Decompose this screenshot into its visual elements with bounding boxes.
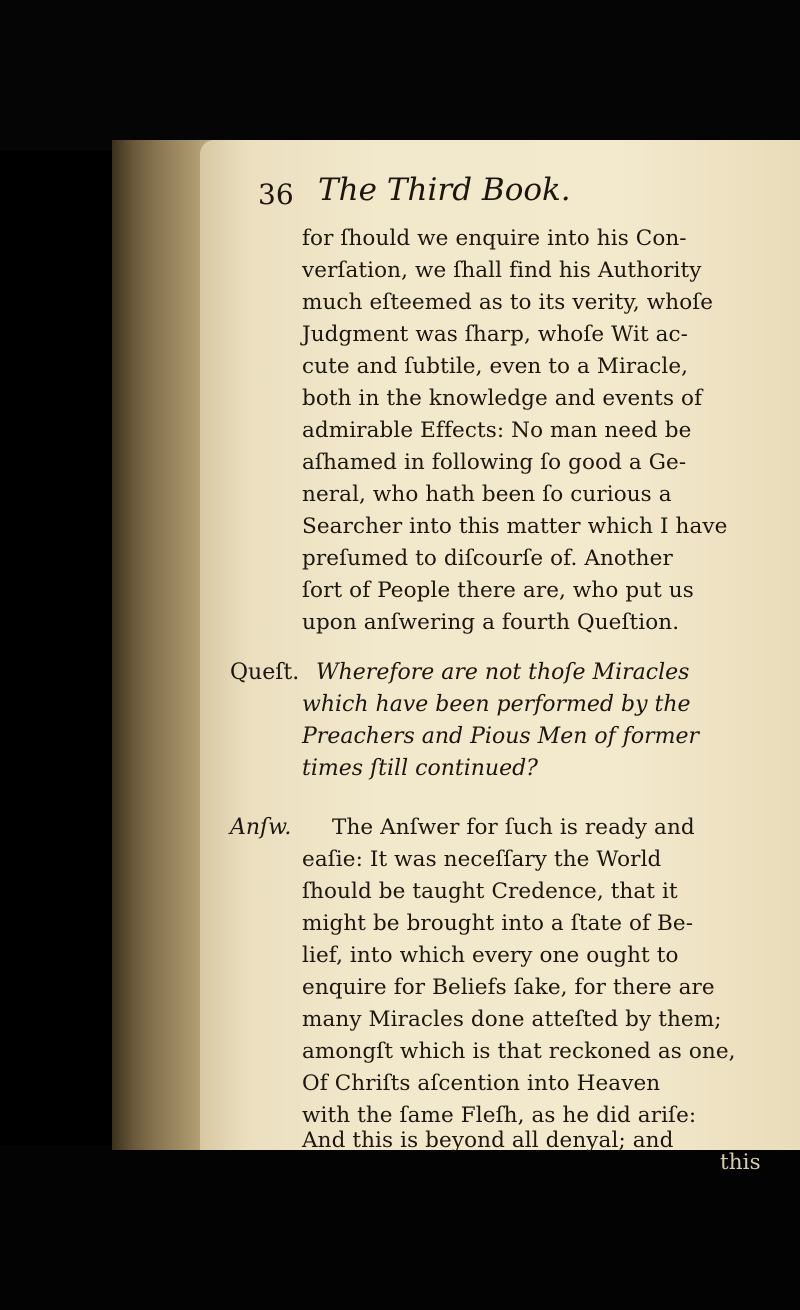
text-line: times ſtill continued?: [302, 756, 538, 781]
text-line: ſort of People there are, who put us: [302, 578, 694, 603]
text-line: for ſhould we enquire into his Con-: [302, 226, 687, 251]
text-line: And this is beyond all denyal; and: [302, 1128, 674, 1153]
text-line: ſhould be taught Credence, that it: [302, 879, 678, 904]
text-line: preſumed to diſcourſe of. Another: [302, 546, 673, 571]
text-line: Searcher into this matter which I have: [302, 514, 728, 539]
background-bottom: [0, 1145, 800, 1310]
text-line: lief, into which every one ought to: [302, 943, 679, 968]
text-line: admirable Effects: No man need be: [302, 418, 692, 443]
text-line: much eſteemed as to its verity, whoſe: [302, 290, 714, 315]
text-line: both in the knowledge and events of: [302, 386, 703, 411]
answer-marginal-label: Anſw.: [230, 815, 292, 840]
question-marginal-label: Queſt.: [230, 660, 300, 685]
text-line: with the ſame Fleſh, as he did ariſe:: [302, 1103, 697, 1128]
text-line: neral, who hath been ſo curious a: [302, 482, 672, 507]
text-line: amongſt which is that reckoned as one,: [302, 1039, 736, 1064]
text-line: many Miracles done atteſted by them;: [302, 1007, 722, 1032]
text-line: Wherefore are not thoſe Miracles: [316, 660, 690, 685]
text-line: verſation, we ſhall find his Authority: [302, 258, 702, 283]
text-line: Preachers and Pious Men of former: [302, 724, 700, 749]
running-title: The Third Book.: [318, 172, 571, 208]
catchword: this: [720, 1150, 761, 1175]
page-number: 36: [258, 178, 294, 211]
background-top: [0, 0, 800, 150]
text-line: aſhamed in following ſo good a Ge-: [302, 450, 687, 475]
text-line: The Anſwer for ſuch is ready and: [332, 815, 695, 840]
text-line: Judgment was ſharp, whoſe Wit ac-: [302, 322, 689, 347]
text-line: might be brought into a ſtate of Be-: [302, 911, 694, 936]
text-line: upon anſwering a fourth Queſtion.: [302, 610, 680, 635]
text-line: Of Chriſts aſcention into Heaven: [302, 1071, 661, 1096]
text-line: enquire for Beliefs ſake, for there are: [302, 975, 715, 1000]
text-line: cute and ſubtile, even to a Miracle,: [302, 354, 689, 379]
text-line: eaſie: It was neceſſary the World: [302, 847, 662, 872]
text-line: which have been performed by the: [302, 692, 691, 717]
